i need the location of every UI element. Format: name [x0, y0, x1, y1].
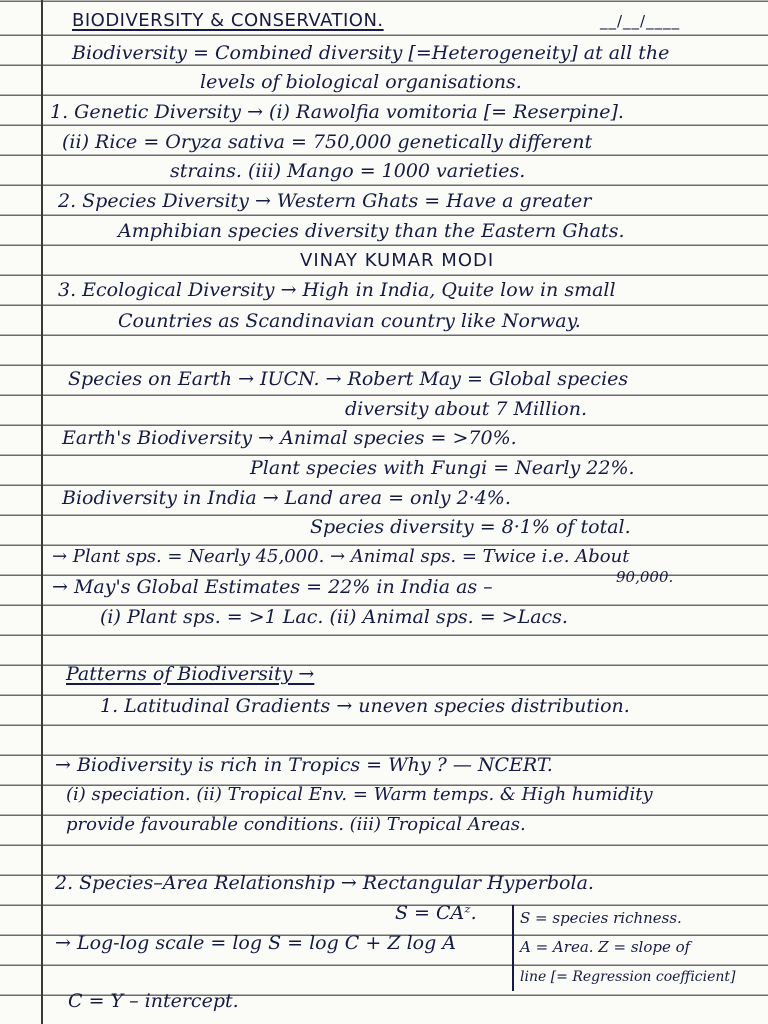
line-lac-counts: (i) Plant sps. = >1 Lac. (ii) Animal sps. = >Lacs. — [100, 606, 568, 628]
note-area-slope: A = Area. Z = slope of — [520, 938, 691, 956]
line-genetic-diversity: 1. Genetic Diversity → (i) Rawolfia vomitoria [= Reserpine]. — [50, 101, 624, 123]
side-divider — [512, 905, 514, 991]
date-placeholder: __/__/____ — [600, 12, 681, 30]
heading-patterns: Patterns of Biodiversity → — [66, 663, 315, 685]
line-rice: (ii) Rice = Oryza sativa = 750,000 genetically different — [62, 131, 593, 153]
note-regression: line [= Regression coefficient] — [520, 969, 736, 985]
line-species-area: 2. Species–Area Relationship → Rectangular Hyperbola. — [55, 872, 594, 894]
equation-s-ca-z: S = CAᶻ. — [395, 902, 477, 924]
line-species-diversity: 2. Species Diversity → Western Ghats = Have a greater — [58, 190, 592, 212]
line-log-log: → Log-log scale = log S = log C + Z log A — [55, 932, 457, 954]
line-species-diversity-india: Species diversity = 8·1% of total. — [310, 516, 631, 538]
line-plant-animal-sps: → Plant sps. = Nearly 45,000. → Animal sps. = Twice i.e. About — [52, 546, 630, 567]
line-earths-biodiversity: Earth's Biodiversity → Animal species = >70%. — [62, 427, 517, 449]
note-species-richness: S = species richness. — [520, 909, 682, 927]
line-latitudinal-gradients: 1. Latitudinal Gradients → uneven species distribution. — [100, 695, 630, 717]
line-biodiversity-definition: Biodiversity = Combined diversity [=Heterogeneity] at all the — [72, 42, 670, 64]
line-biodiversity-india: Biodiversity in India → Land area = only 2·4%. — [62, 487, 511, 509]
line-tropics: → Biodiversity is rich in Tropics = Why ? — NCERT. — [55, 754, 553, 776]
line-mays-estimates: → May's Global Estimates = 22% in India as – — [52, 576, 493, 598]
line-favourable: provide favourable conditions. (iii) Tropical Areas. — [66, 814, 526, 835]
line-strains: strains. (iii) Mango = 1000 varieties. — [170, 160, 526, 182]
margin-line — [41, 0, 43, 1024]
line-speciation: (i) speciation. (ii) Tropical Env. = Warm temps. & High humidity — [66, 784, 653, 805]
line-7-million: diversity about 7 Million. — [345, 398, 587, 420]
line-90000: 90,000. — [616, 568, 674, 586]
author-name: VINAY KUMAR MODI — [300, 250, 495, 271]
line-countries: Countries as Scandinavian country like Norway. — [118, 310, 581, 332]
line-intercept: C = Y – intercept. — [68, 990, 239, 1012]
line-amphibian: Amphibian species diversity than the Eastern Ghats. — [118, 220, 625, 242]
line-plant-fungi: Plant species with Fungi = Nearly 22%. — [250, 457, 635, 479]
line-levels: levels of biological organisations. — [200, 71, 522, 93]
page-title: BIODIVERSITY & CONSERVATION. — [72, 10, 384, 31]
line-species-on-earth: Species on Earth → IUCN. → Robert May = Global species — [68, 368, 629, 390]
line-ecological-diversity: 3. Ecological Diversity → High in India, Quite low in small — [58, 279, 616, 301]
